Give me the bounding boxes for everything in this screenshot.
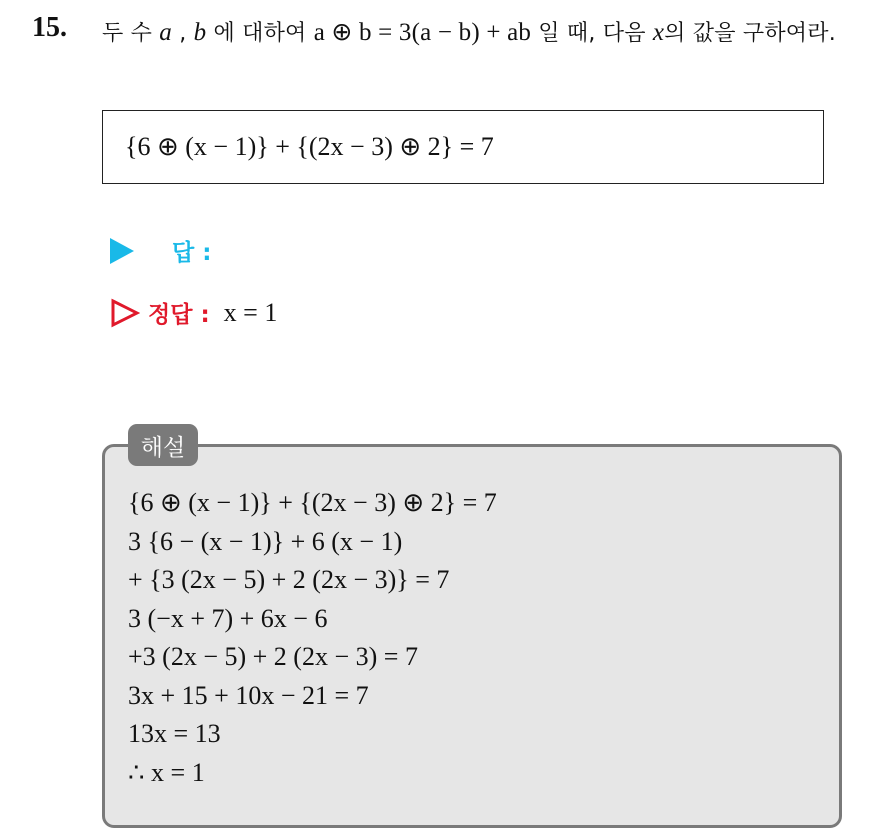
solution-line: 3 (−x + 7) + 6x − 6 bbox=[128, 603, 328, 633]
solution-line: {6 ⊕ (x − 1)} + {(2x − 3) ⊕ 2} = 7 bbox=[128, 488, 497, 517]
question-end: 의 값을 구하여라. bbox=[664, 21, 836, 46]
filled-triangle-icon bbox=[110, 238, 134, 264]
question-number: 15. bbox=[32, 12, 67, 43]
variable-x: x bbox=[652, 19, 665, 46]
correct-answer-row bbox=[110, 296, 277, 329]
solution-lines bbox=[128, 484, 497, 792]
question-mid: 에 대하여 bbox=[206, 21, 314, 46]
solution-line: 13x = 13 bbox=[128, 719, 221, 748]
operation-definition: a ⊕ b = 3(a − b) + ab bbox=[313, 19, 532, 46]
correct-answer-value: x = 1 bbox=[223, 297, 278, 327]
solution-line: ∴ x = 1 bbox=[128, 757, 205, 787]
question-prefix: 두 수 bbox=[102, 21, 160, 46]
question-suffix: 일 때, 다음 bbox=[531, 21, 653, 46]
question-text bbox=[102, 14, 872, 53]
blank-answer-label: 답 : bbox=[172, 240, 212, 266]
variable-b: b bbox=[193, 19, 207, 46]
correct-answer-label: 정답 : bbox=[148, 302, 210, 328]
outline-triangle-icon bbox=[110, 298, 140, 328]
variable-a: a bbox=[159, 19, 172, 46]
question-separator: , bbox=[172, 21, 194, 46]
equation-box bbox=[102, 110, 824, 184]
solution-tag: 해설 bbox=[128, 424, 198, 466]
solution-line: + {3 (2x − 5) + 2 (2x − 3)} = 7 bbox=[128, 565, 450, 594]
solution-line: +3 (2x − 5) + 2 (2x − 3) = 7 bbox=[128, 642, 418, 671]
solution-line: 3x + 15 + 10x − 21 = 7 bbox=[128, 680, 369, 710]
equation: {6 ⊕ (x − 1)} + {(2x − 3) ⊕ 2} = 7 bbox=[125, 132, 494, 161]
blank-answer-row bbox=[110, 234, 211, 267]
solution-line: 3 {6 − (x − 1)} + 6 (x − 1) bbox=[128, 526, 403, 556]
